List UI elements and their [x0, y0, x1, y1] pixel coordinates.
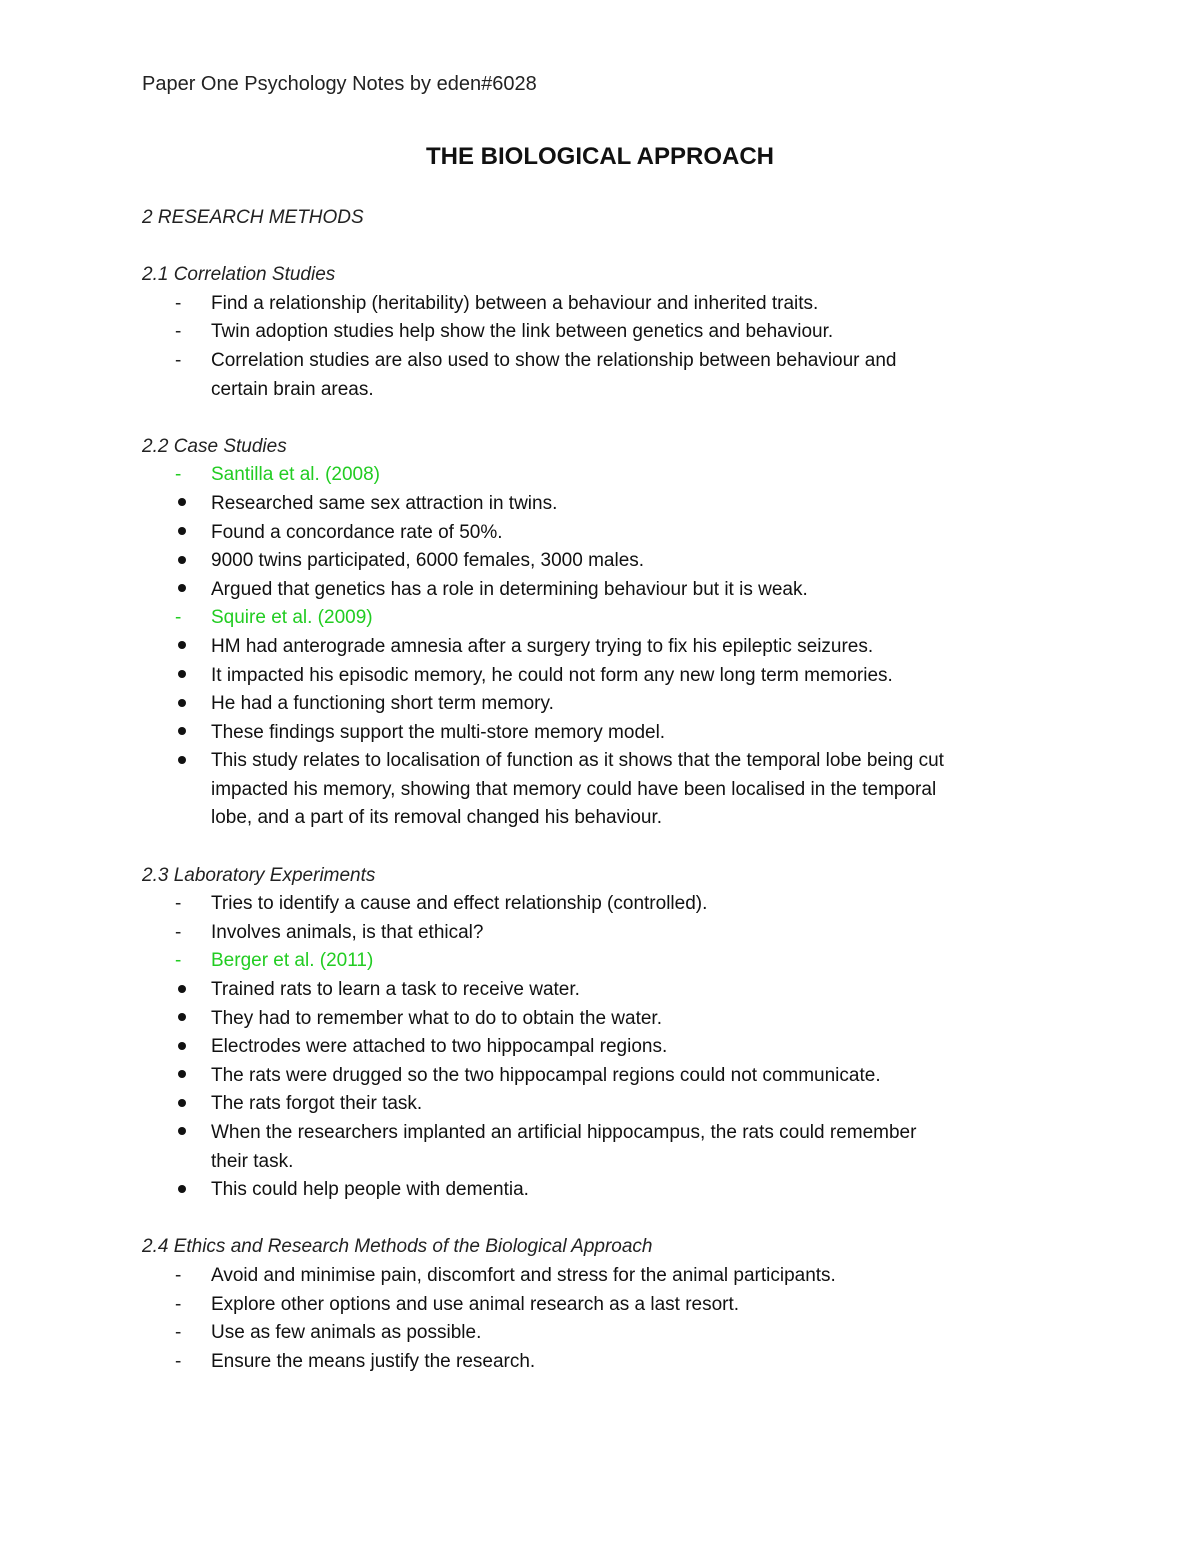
bullet-item: [142, 662, 1062, 691]
item-text: He had a functioning short term memory.: [211, 693, 554, 715]
item-text: Argued that genetics has a role in determining behaviour but it is weak.: [211, 578, 808, 600]
dash-item: [142, 919, 1062, 948]
blank-line: [142, 404, 1062, 433]
bullet-dot-icon: [178, 1013, 186, 1021]
item-text: Avoid and minimise pain, discomfort and stress for the animal participants.: [211, 1264, 836, 1286]
blank-line: [142, 833, 1062, 862]
dash-item: [142, 1291, 1062, 1320]
bullet-marker: [142, 1119, 211, 1148]
indent: [142, 376, 211, 405]
bullet-item: [142, 1033, 1062, 1062]
bullet-dot-icon: [178, 1099, 186, 1107]
study-reference: [142, 604, 1062, 633]
dash-marker: -: [175, 950, 182, 972]
blank-line: [142, 233, 1062, 262]
dash-item: [142, 1262, 1062, 1291]
study-name: Berger et al. (2011): [211, 950, 374, 972]
bullet-marker: [142, 1033, 211, 1062]
bullet-item: [142, 1119, 1062, 1148]
bullet-item: [142, 804, 1062, 833]
bullet-dot-icon: [178, 498, 186, 506]
item-text: These findings support the multi-store memory model.: [211, 721, 666, 743]
blank-line: [142, 1205, 1062, 1234]
item-text: Twin adoption studies help show the link between genetics and behaviour.: [211, 321, 834, 343]
bullet-item: [142, 1090, 1062, 1119]
dash-marker: -: [175, 607, 182, 629]
item-text: Involves animals, is that ethical?: [211, 921, 484, 943]
bullet-item: [142, 719, 1062, 748]
item-text: Tries to identify a cause and effect relationship (controlled).: [211, 893, 708, 915]
dash-marker: -: [175, 1264, 182, 1286]
item-text: Correlation studies are also used to show the relationship between behaviour and: [211, 349, 897, 371]
bullet-dot-icon: [178, 727, 186, 735]
bullet-marker: [142, 976, 211, 1005]
bullet-dot-icon: [178, 756, 186, 764]
item-text: 9000 twins participated, 6000 females, 3000 males.: [211, 550, 645, 572]
bullet-marker: [142, 662, 211, 691]
dash-item: [142, 290, 1062, 319]
bullet-marker: [142, 576, 211, 605]
study-reference: [142, 947, 1062, 976]
bullet-item: [142, 776, 1062, 805]
page-title: THE BIOLOGICAL APPROACH: [425, 143, 774, 170]
item-text: The rats forgot their task.: [211, 1093, 423, 1115]
dash-marker: -: [175, 1322, 182, 1344]
item-text: Explore other options and use animal research as a last resort.: [211, 1293, 740, 1315]
section-heading: 2.3 Laboratory Experiments: [142, 864, 376, 886]
item-text: It impacted his episodic memory, he could not form any new long term memories.: [211, 664, 893, 686]
bullet-item: [142, 1148, 1062, 1177]
bullet-dot-icon: [178, 556, 186, 564]
bullet-marker: [142, 1062, 211, 1091]
item-text: The rats were drugged so the two hippocampal regions could not communicate.: [211, 1064, 881, 1086]
bullet-dot-icon: [178, 699, 186, 707]
bullet-marker: [142, 490, 211, 519]
dash-marker: -: [175, 292, 182, 314]
bullet-marker: [142, 747, 211, 776]
item-text: lobe, and a part of its removal changed his behaviour.: [211, 807, 663, 829]
indent: [142, 776, 211, 805]
dash-marker: -: [175, 1350, 182, 1372]
bullet-item: [142, 747, 1062, 776]
page-header: Paper One Psychology Notes by eden#6028: [142, 73, 537, 95]
dash-item: [142, 347, 1062, 376]
bullet-dot-icon: [178, 584, 186, 592]
dash-item: [142, 318, 1062, 347]
item-text: Electrodes were attached to two hippocampal regions.: [211, 1036, 668, 1058]
bullet-dot-icon: [178, 1042, 186, 1050]
bullet-item: [142, 1005, 1062, 1034]
bullet-dot-icon: [178, 1185, 186, 1193]
study-reference: [142, 461, 1062, 490]
dash-marker: -: [175, 1293, 182, 1315]
bullet-marker: [142, 1005, 211, 1034]
bullet-dot-icon: [178, 670, 186, 678]
section-heading: 2.1 Correlation Studies: [142, 264, 336, 286]
item-text: their task.: [211, 1150, 294, 1172]
dash-marker: -: [175, 321, 182, 343]
bullet-dot-icon: [178, 1127, 186, 1135]
item-text: HM had anterograde amnesia after a surgery trying to fix his epileptic seizures.: [211, 635, 874, 657]
indent: [142, 1148, 211, 1177]
dash-marker: -: [175, 921, 182, 943]
section-heading: 2.2 Case Studies: [142, 435, 287, 457]
item-text: Researched same sex attraction in twins.: [211, 492, 558, 514]
item-text: Use as few animals as possible.: [211, 1322, 482, 1344]
bullet-item: [142, 1176, 1062, 1205]
item-text: They had to remember what to do to obtain the water.: [211, 1007, 662, 1029]
item-text: Ensure the means justify the research.: [211, 1350, 536, 1372]
bullet-marker: [142, 1090, 211, 1119]
study-name: Santilla et al. (2008): [211, 464, 380, 486]
item-text: Find a relationship (heritability) between a behaviour and inherited traits.: [211, 292, 819, 314]
item-text: certain brain areas.: [211, 378, 374, 400]
bullet-item: [142, 576, 1062, 605]
bullet-dot-icon: [178, 1070, 186, 1078]
bullet-marker: [142, 547, 211, 576]
item-text: This study relates to localisation of function as it shows that the temporal lobe being cut: [211, 750, 944, 772]
study-name: Squire et al. (2009): [211, 607, 373, 629]
dash-item: [142, 890, 1062, 919]
bullet-item: [142, 633, 1062, 662]
bullet-item: [142, 547, 1062, 576]
item-text: Trained rats to learn a task to receive water.: [211, 979, 580, 1001]
dash-item: [142, 1319, 1062, 1348]
item-text: Found a concordance rate of 50%.: [211, 521, 503, 543]
bullet-item: [142, 1062, 1062, 1091]
item-text: This could help people with dementia.: [211, 1179, 529, 1201]
dash-item: [142, 1348, 1062, 1377]
bullet-marker: [142, 1176, 211, 1205]
bullet-dot-icon: [178, 641, 186, 649]
indent: [142, 804, 211, 833]
bullet-marker: [142, 690, 211, 719]
bullet-marker: [142, 719, 211, 748]
bullet-item: [142, 519, 1062, 548]
bullet-dot-icon: [178, 527, 186, 535]
dash-marker: -: [175, 464, 182, 486]
bullet-item: [142, 690, 1062, 719]
bullet-dot-icon: [178, 985, 186, 993]
dash-marker: -: [175, 893, 182, 915]
section-heading: 2.4 Ethics and Research Methods of the Biological Approach: [142, 1236, 653, 1258]
bullet-item: [142, 976, 1062, 1005]
item-text: When the researchers implanted an artificial hippocampus, the rats could remember: [211, 1122, 917, 1143]
item-text: impacted his memory, showing that memory could have been localised in the temporal: [211, 778, 937, 800]
notes-body: [142, 204, 1062, 1376]
bullet-marker: [142, 633, 211, 662]
bullet-item: [142, 490, 1062, 519]
section-heading: 2 RESEARCH METHODS: [142, 207, 364, 228]
bullet-marker: [142, 519, 211, 548]
dash-item: [142, 376, 1062, 405]
dash-marker: -: [175, 349, 182, 371]
